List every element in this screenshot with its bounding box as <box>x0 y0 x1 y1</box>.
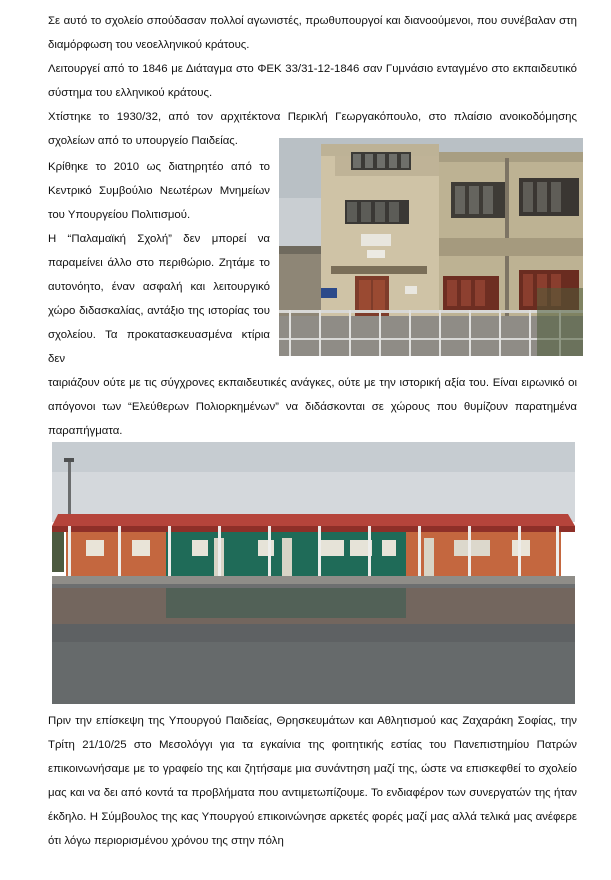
wrapped-text-column <box>48 155 270 371</box>
paragraph-alumni: Σε αυτό το σχολείο σπούδασαν πολλοί αγωνιστές, πρωθυπουργοί και διανοούμενοι, που συνέβαλαν στη διαμόρφωση του νεοελληνικού κράτους. <box>48 15 577 51</box>
school-building-photo <box>279 138 583 356</box>
paragraph-demand-start: Η “Παλαμαϊκή Σχολή” δεν μπορεί να παραμείνει άλλο στο περιθώριο. Ζητάμε το αυτονόητο, έναν ασφαλή και λειτουργικό χώρο διδασκαλίας, αντάξιο της ιστορίας του σχολείου. Τα προκατασκευασμένα κτίρια δεν <box>48 233 270 365</box>
prefab-classrooms-photo <box>52 442 575 704</box>
paragraph-construction: Χτίστηκε το 1930/32, από τον αρχιτέκτονα Περικλή Γεωργακόπουλο, στο πλαίσιο ανοικοδόμησης σχολείων από το υπουργείο Παιδείας. <box>48 111 577 147</box>
paragraph-demand-end: ταιριάζουν ούτε με τις σύγχρονες εκπαιδευτικές ανάγκες, ούτε με την ιστορική αξία του. Είναι ειρωνικό οι απόγονοι των “Ελεύθερων Πολιορκημένων” να διδάσκονται σε χώρους που θυμίζουν παρατημένα παραπήγματα. <box>48 377 577 437</box>
bottom-section <box>48 709 577 853</box>
intro-section <box>48 9 577 153</box>
paragraph-ministry-visit: Πριν την επίσκεψη της Υπουργού Παιδείας, Θρησκευμάτων και Αθλητισμού κας Ζαχαράκη Σοφίας, την Τρίτη 21/10/25 στο Μεσολόγγι για τα εγκαίνια της φοιτητικής εστίας του Πανεπιστημίου Πατρών επικοινωνήσαμε με το γραφείο της και ζητήσαμε μια συνάντηση μαζί της, ώστε να επισκεφθεί το σχολείο μας και να δει από κοντά τα προβλήματα που αντιμετωπίζουμε. Το ενδιαφέρον των συνεργατών της ήταν έκδηλο. Η Σύμβουλος της κας Υπουργού επικοινώνησε αρκετές φορές μαζί μας αλλά τελικά μας ανέφερε ότι λόγω περιορισμένου χρόνου της στην πόλη <box>48 715 577 847</box>
paragraph-founding: Λειτουργεί από το 1846 με Διάταγμα στο ΦΕΚ 33/31-12-1846 σαν Γυμνάσιο ενταγμένο στο εκπαιδευτικό σύστημα του ελληνικού κράτους. <box>48 63 577 99</box>
paragraph-listed-monument: Κρίθηκε το 2010 ως διατηρητέο από το Κεντρικό Συμβούλιο Νεωτέρων Μνημείων του Υπουργείου Πολιτισμού. <box>48 161 270 221</box>
continued-text <box>48 371 577 443</box>
